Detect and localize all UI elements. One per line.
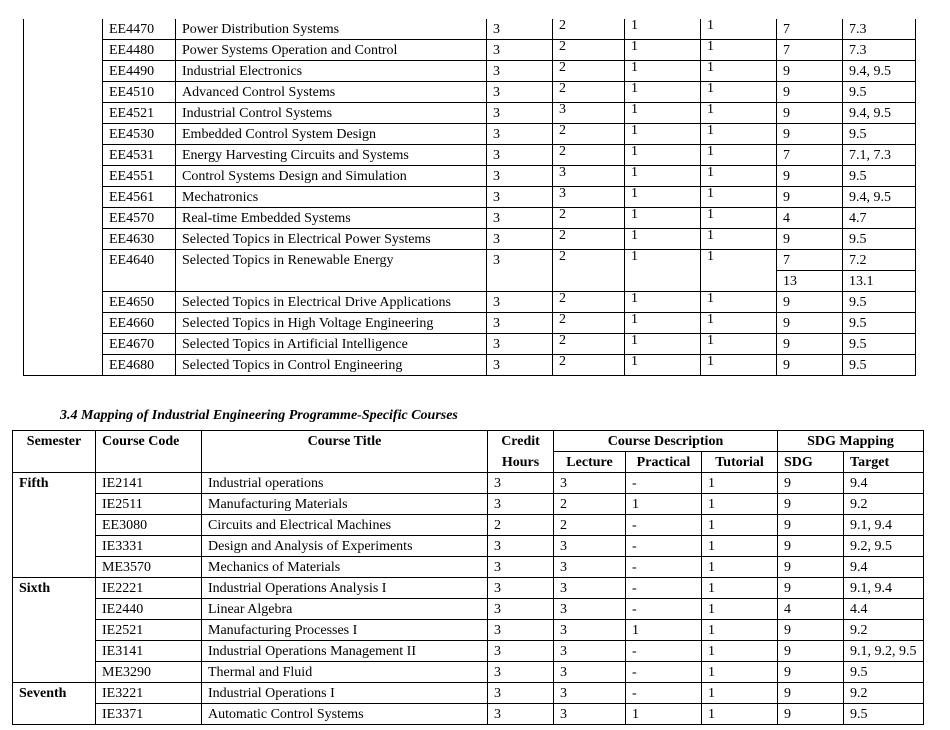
- credit-hours: 2: [488, 515, 554, 536]
- course-title: Manufacturing Processes I: [202, 620, 488, 641]
- practical-count: 1: [625, 145, 701, 166]
- lecture-count: 2: [554, 515, 626, 536]
- header-credit: Credit: [488, 431, 554, 452]
- sdg-number: 13: [777, 271, 843, 292]
- header-semester: Semester: [13, 431, 96, 473]
- course-code: EE4490: [103, 61, 176, 82]
- table-row: [24, 355, 916, 376]
- credit-hours: 3: [488, 704, 554, 725]
- course-title: Automatic Control Systems: [202, 704, 488, 725]
- lecture-count: 2: [553, 250, 625, 292]
- ee-courses-table: [23, 19, 916, 376]
- sdg-target: 9.1, 9.4: [844, 515, 924, 536]
- table-row: [24, 292, 916, 313]
- sdg-target: 4.7: [843, 208, 916, 229]
- header-course-title: Course Title: [202, 431, 488, 473]
- lecture-count: 2: [553, 40, 625, 61]
- course-code: EE4570: [103, 208, 176, 229]
- table-row: [24, 145, 916, 166]
- table-row: [13, 515, 924, 536]
- credit-hours: 3: [487, 82, 553, 103]
- sdg-target: 13.1: [843, 271, 916, 292]
- tutorial-count: 1: [702, 704, 778, 725]
- sdg-target: 9.4, 9.5: [843, 61, 916, 82]
- table-row: [13, 620, 924, 641]
- course-code: IE2440: [96, 599, 202, 620]
- course-title: Industrial Operations Analysis I: [202, 578, 488, 599]
- course-title: Manufacturing Materials: [202, 494, 488, 515]
- course-title: Selected Topics in Control Engineering: [176, 355, 487, 376]
- practical-count: -: [626, 557, 702, 578]
- lecture-count: 3: [554, 536, 626, 557]
- credit-hours: 3: [488, 536, 554, 557]
- practical-count: 1: [625, 40, 701, 61]
- table-row: [24, 124, 916, 145]
- semester-label: Seventh: [13, 683, 96, 725]
- lecture-count: 3: [554, 620, 626, 641]
- sdg-target: 7.2: [843, 250, 916, 271]
- sdg-target: 9.2: [844, 683, 924, 704]
- credit-hours: 3: [488, 557, 554, 578]
- tutorial-count: 1: [701, 292, 777, 313]
- header-practical: Practical: [626, 452, 702, 473]
- course-title: Control Systems Design and Simulation: [176, 166, 487, 187]
- header-tutorial: Tutorial: [702, 452, 778, 473]
- tutorial-count: 1: [701, 19, 777, 40]
- tutorial-count: 1: [701, 82, 777, 103]
- sdg-target: 9.5: [843, 166, 916, 187]
- sdg-target: 9.5: [843, 124, 916, 145]
- sdg-number: 9: [778, 662, 844, 683]
- table-row: [13, 473, 924, 494]
- course-title: Selected Topics in Renewable Energy: [176, 250, 487, 292]
- course-title: Selected Topics in Electrical Drive Applications: [176, 292, 487, 313]
- table-row: [13, 683, 924, 704]
- tutorial-count: 1: [702, 599, 778, 620]
- tutorial-count: 1: [701, 187, 777, 208]
- practical-count: 1: [625, 103, 701, 124]
- header-course-code: Course Code: [96, 431, 202, 473]
- lecture-count: 3: [554, 473, 626, 494]
- lecture-count: 2: [553, 61, 625, 82]
- tutorial-count: 1: [701, 250, 777, 292]
- sdg-number: 9: [777, 61, 843, 82]
- header-lecture: Lecture: [554, 452, 626, 473]
- table-row: [24, 61, 916, 82]
- course-code: EE4521: [103, 103, 176, 124]
- lecture-count: 3: [553, 103, 625, 124]
- course-title: Energy Harvesting Circuits and Systems: [176, 145, 487, 166]
- course-code: IE3371: [96, 704, 202, 725]
- course-code: IE2221: [96, 578, 202, 599]
- sdg-number: 9: [777, 229, 843, 250]
- lecture-count: 3: [554, 578, 626, 599]
- sdg-target: 9.1, 9.2, 9.5: [844, 641, 924, 662]
- lecture-count: 3: [554, 557, 626, 578]
- sdg-number: 9: [778, 620, 844, 641]
- practical-count: 1: [625, 124, 701, 145]
- sdg-target: 9.5: [843, 292, 916, 313]
- course-code: EE4510: [103, 82, 176, 103]
- credit-hours: 3: [487, 61, 553, 82]
- sdg-target: 9.2: [844, 494, 924, 515]
- header-course-description: Course Description: [554, 431, 778, 452]
- course-title: Industrial Electronics: [176, 61, 487, 82]
- tutorial-count: 1: [702, 578, 778, 599]
- credit-hours: 3: [487, 334, 553, 355]
- ie-courses-header: [13, 431, 924, 473]
- table-row: [24, 166, 916, 187]
- practical-count: -: [626, 515, 702, 536]
- credit-hours: 3: [488, 473, 554, 494]
- sdg-target: 4.4: [844, 599, 924, 620]
- tutorial-count: 1: [701, 208, 777, 229]
- tutorial-count: 1: [702, 662, 778, 683]
- table-row: [13, 641, 924, 662]
- credit-hours: 3: [487, 292, 553, 313]
- course-code: EE4551: [103, 166, 176, 187]
- practical-count: 1: [625, 61, 701, 82]
- lecture-count: 3: [553, 187, 625, 208]
- sdg-number: 9: [777, 355, 843, 376]
- sdg-target: 9.5: [843, 229, 916, 250]
- credit-hours: 3: [488, 662, 554, 683]
- course-title: Mechatronics: [176, 187, 487, 208]
- header-sdg: SDG: [778, 452, 844, 473]
- course-code: EE4670: [103, 334, 176, 355]
- sdg-number: 9: [778, 641, 844, 662]
- sdg-number: 9: [777, 313, 843, 334]
- tutorial-count: 1: [702, 515, 778, 536]
- credit-hours: 3: [487, 250, 553, 292]
- sdg-number: 9: [777, 103, 843, 124]
- lecture-count: 3: [554, 683, 626, 704]
- lecture-count: 2: [553, 19, 625, 40]
- lecture-count: 2: [553, 292, 625, 313]
- course-code: EE4480: [103, 40, 176, 61]
- sdg-target: 9.2: [844, 620, 924, 641]
- lecture-count: 3: [554, 641, 626, 662]
- sdg-target: 9.4, 9.5: [843, 187, 916, 208]
- practical-count: 1: [625, 250, 701, 292]
- credit-hours: 3: [487, 229, 553, 250]
- course-code: ME3570: [96, 557, 202, 578]
- course-title: Power Systems Operation and Control: [176, 40, 487, 61]
- tutorial-count: 1: [702, 557, 778, 578]
- credit-hours: 3: [488, 683, 554, 704]
- course-code: IE3331: [96, 536, 202, 557]
- lecture-count: 2: [553, 124, 625, 145]
- course-code: EE4650: [103, 292, 176, 313]
- practical-count: 1: [626, 494, 702, 515]
- lecture-count: 2: [553, 82, 625, 103]
- course-title: Industrial Operations Management II: [202, 641, 488, 662]
- tutorial-count: 1: [701, 355, 777, 376]
- practical-count: 1: [625, 355, 701, 376]
- course-code: IE2521: [96, 620, 202, 641]
- credit-hours: 3: [487, 124, 553, 145]
- sdg-number: 9: [777, 166, 843, 187]
- tutorial-count: 1: [702, 641, 778, 662]
- sdg-number: 9: [778, 683, 844, 704]
- lecture-count: 2: [553, 334, 625, 355]
- sdg-target: 9.5: [843, 355, 916, 376]
- sdg-target: 7.1, 7.3: [843, 145, 916, 166]
- sdg-number: 9: [778, 536, 844, 557]
- sdg-target: 7.3: [843, 19, 916, 40]
- sdg-number: 9: [778, 515, 844, 536]
- practical-count: 1: [625, 229, 701, 250]
- sdg-number: 9: [777, 124, 843, 145]
- tutorial-count: 1: [701, 229, 777, 250]
- lecture-count: 3: [553, 166, 625, 187]
- practical-count: -: [626, 683, 702, 704]
- credit-hours: 3: [487, 145, 553, 166]
- tutorial-count: 1: [702, 536, 778, 557]
- table-row: [24, 334, 916, 355]
- tutorial-count: 1: [702, 620, 778, 641]
- sdg-target: 9.5: [843, 313, 916, 334]
- section-caption: 3.4 Mapping of Industrial Engineering Programme-Specific Courses: [60, 408, 458, 423]
- tutorial-count: 1: [702, 473, 778, 494]
- sdg-number: 9: [778, 473, 844, 494]
- course-code: IE2511: [96, 494, 202, 515]
- tutorial-count: 1: [701, 103, 777, 124]
- course-code: EE4530: [103, 124, 176, 145]
- course-code: EE4630: [103, 229, 176, 250]
- practical-count: 1: [625, 166, 701, 187]
- practical-count: 1: [625, 208, 701, 229]
- course-code: EE4640: [103, 250, 176, 292]
- course-title: Selected Topics in High Voltage Engineering: [176, 313, 487, 334]
- practical-count: -: [626, 662, 702, 683]
- course-title: Industrial operations: [202, 473, 488, 494]
- sdg-number: 9: [777, 187, 843, 208]
- sdg-number: 7: [777, 19, 843, 40]
- table-row: [24, 19, 916, 40]
- lecture-count: 2: [553, 208, 625, 229]
- tutorial-count: 1: [701, 124, 777, 145]
- sdg-target: 9.5: [844, 662, 924, 683]
- sdg-target: 9.5: [843, 334, 916, 355]
- sdg-number: 7: [777, 40, 843, 61]
- lecture-count: 2: [553, 355, 625, 376]
- lecture-count: 3: [554, 662, 626, 683]
- tutorial-count: 1: [701, 313, 777, 334]
- tutorial-count: 1: [701, 145, 777, 166]
- table-row: [13, 578, 924, 599]
- course-code: ME3290: [96, 662, 202, 683]
- semester-label: Sixth: [13, 578, 96, 683]
- practical-count: -: [626, 599, 702, 620]
- course-title: Power Distribution Systems: [176, 19, 487, 40]
- course-code: EE4470: [103, 19, 176, 40]
- semester-label: Fifth: [13, 473, 96, 578]
- tutorial-count: 1: [701, 61, 777, 82]
- practical-count: -: [626, 578, 702, 599]
- lecture-count: 2: [553, 145, 625, 166]
- course-title: Real-time Embedded Systems: [176, 208, 487, 229]
- practical-count: -: [626, 641, 702, 662]
- semester-cell: [24, 19, 103, 376]
- table-row: [24, 40, 916, 61]
- course-title: Industrial Operations I: [202, 683, 488, 704]
- course-title: Circuits and Electrical Machines: [202, 515, 488, 536]
- course-title: Selected Topics in Artificial Intelligence: [176, 334, 487, 355]
- ie-courses-body: [13, 473, 924, 725]
- table-row: [24, 103, 916, 124]
- table-row: [13, 557, 924, 578]
- table-row: [13, 494, 924, 515]
- sdg-target: 9.1, 9.4: [844, 578, 924, 599]
- ie-courses-table: [12, 430, 924, 725]
- course-code: EE4561: [103, 187, 176, 208]
- sdg-number: 9: [777, 82, 843, 103]
- lecture-count: 2: [553, 313, 625, 334]
- practical-count: 1: [625, 187, 701, 208]
- credit-hours: 3: [487, 208, 553, 229]
- credit-hours: 3: [487, 187, 553, 208]
- tutorial-count: 1: [702, 683, 778, 704]
- lecture-count: 2: [553, 229, 625, 250]
- credit-hours: 3: [487, 355, 553, 376]
- practical-count: 1: [625, 334, 701, 355]
- sdg-number: 4: [778, 599, 844, 620]
- lecture-count: 2: [554, 494, 626, 515]
- credit-hours: 3: [487, 40, 553, 61]
- table-row: [24, 313, 916, 334]
- credit-hours: 3: [487, 166, 553, 187]
- sdg-target: 7.3: [843, 40, 916, 61]
- sdg-target: 9.4: [844, 557, 924, 578]
- sdg-number: 4: [777, 208, 843, 229]
- table-row: [13, 536, 924, 557]
- sdg-number: 7: [777, 250, 843, 271]
- practical-count: 1: [626, 704, 702, 725]
- credit-hours: 3: [488, 641, 554, 662]
- table-row: [13, 704, 924, 725]
- course-code: EE4680: [103, 355, 176, 376]
- practical-count: 1: [625, 19, 701, 40]
- tutorial-count: 1: [701, 40, 777, 61]
- practical-count: 1: [625, 292, 701, 313]
- practical-count: -: [626, 536, 702, 557]
- table-row: [13, 599, 924, 620]
- header-target: Target: [844, 452, 924, 473]
- course-title: Advanced Control Systems: [176, 82, 487, 103]
- sdg-number: 9: [777, 334, 843, 355]
- course-code: IE2141: [96, 473, 202, 494]
- tutorial-count: 1: [702, 494, 778, 515]
- sdg-number: 9: [778, 494, 844, 515]
- tutorial-count: 1: [701, 166, 777, 187]
- course-title: Industrial Control Systems: [176, 103, 487, 124]
- table-row: [13, 662, 924, 683]
- sdg-number: 9: [778, 704, 844, 725]
- course-title: Selected Topics in Electrical Power Systems: [176, 229, 487, 250]
- course-title: Mechanics of Materials: [202, 557, 488, 578]
- credit-hours: 3: [488, 599, 554, 620]
- course-title: Thermal and Fluid: [202, 662, 488, 683]
- practical-count: 1: [625, 313, 701, 334]
- table-row: [24, 250, 916, 271]
- credit-hours: 3: [487, 19, 553, 40]
- lecture-count: 3: [554, 599, 626, 620]
- course-title: Linear Algebra: [202, 599, 488, 620]
- table-row: [24, 229, 916, 250]
- header-sdg-mapping: SDG Mapping: [778, 431, 924, 452]
- practical-count: 1: [626, 620, 702, 641]
- header-hours: Hours: [488, 452, 554, 473]
- course-code: IE3221: [96, 683, 202, 704]
- sdg-target: 9.2, 9.5: [844, 536, 924, 557]
- credit-hours: 3: [488, 620, 554, 641]
- sdg-target: 9.4, 9.5: [843, 103, 916, 124]
- course-code: IE3141: [96, 641, 202, 662]
- tutorial-count: 1: [701, 334, 777, 355]
- lecture-count: 3: [554, 704, 626, 725]
- credit-hours: 3: [487, 103, 553, 124]
- table-row: [24, 82, 916, 103]
- sdg-target: 9.5: [843, 82, 916, 103]
- practical-count: 1: [625, 82, 701, 103]
- course-title: Design and Analysis of Experiments: [202, 536, 488, 557]
- sdg-number: 9: [777, 292, 843, 313]
- course-title: Embedded Control System Design: [176, 124, 487, 145]
- credit-hours: 3: [488, 494, 554, 515]
- credit-hours: 3: [487, 313, 553, 334]
- table-row: [24, 187, 916, 208]
- table-row: [24, 208, 916, 229]
- sdg-target: 9.5: [844, 704, 924, 725]
- course-code: EE3080: [96, 515, 202, 536]
- practical-count: -: [626, 473, 702, 494]
- sdg-target: 9.4: [844, 473, 924, 494]
- credit-hours: 3: [488, 578, 554, 599]
- course-code: EE4660: [103, 313, 176, 334]
- sdg-number: 7: [777, 145, 843, 166]
- sdg-number: 9: [778, 557, 844, 578]
- ee-courses-body: [24, 19, 916, 376]
- course-code: EE4531: [103, 145, 176, 166]
- sdg-number: 9: [778, 578, 844, 599]
